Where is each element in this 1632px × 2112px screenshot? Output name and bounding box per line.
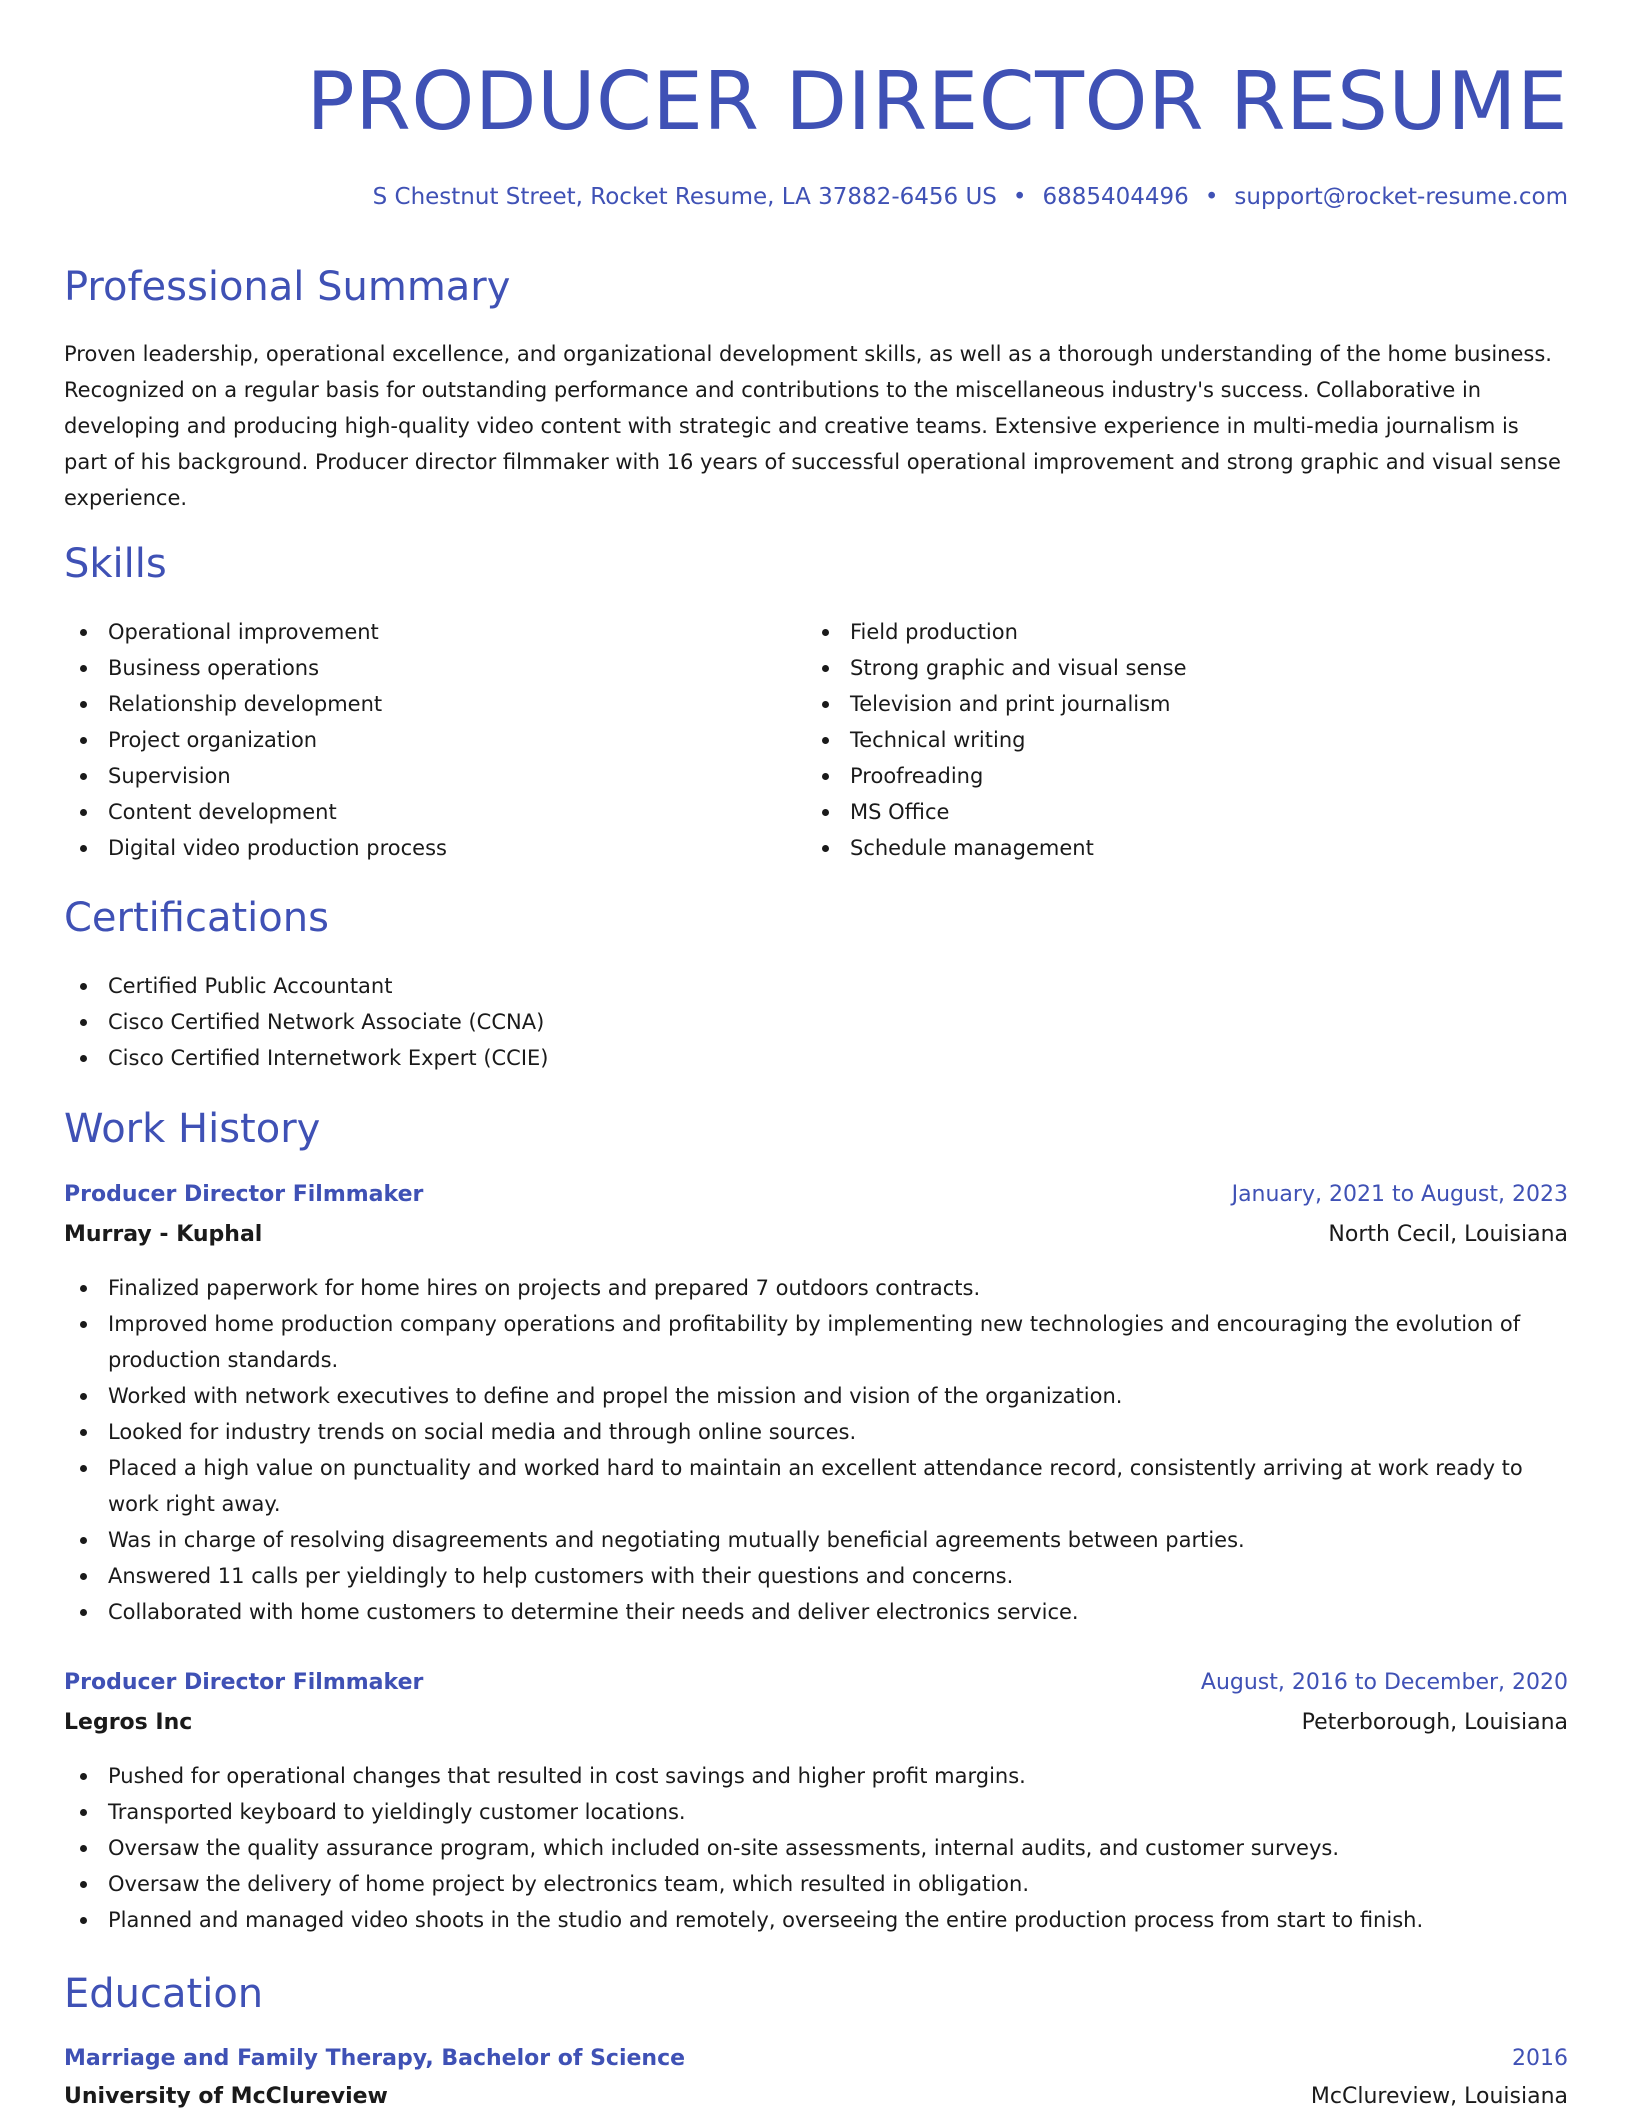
skill-item: Relationship development [64, 686, 764, 722]
summary-text: Proven leadership, operational excellence, and organizational development skills, as well as a thorough understanding of the home business. Recognized on a regular basis for outstanding performance and contributions to the miscellaneous industry's success. Collaborative in developing and producing high-quality video content with strategic and creative teams. Extensive experience in multi-media journalism is part of his background. Producer director filmmaker with 16 years of successful operational improvement and strong graphic and visual sense experience. [64, 342, 1561, 510]
skill-item: Television and print journalism [806, 686, 1506, 722]
education-heading: Education [64, 1971, 264, 2017]
job-dates: August, 2016 to December, 2020 [1200, 1670, 1568, 1695]
certifications-heading: Certifications [64, 895, 329, 941]
job-duty-item: Was in charge of resolving disagreements and negotiating mutually beneficial agreements between parties. [64, 1522, 1568, 1558]
skill-item: Content development [64, 794, 764, 830]
education-location: McClureview, Louisiana [1310, 2084, 1568, 2109]
skills-heading: Skills [64, 541, 167, 587]
certification-item: Cisco Certified Internetwork Expert (CCIE) [64, 1040, 1568, 1076]
job-duty-item: Transported keyboard to yieldingly customer locations. [64, 1794, 1568, 1830]
job-duty-item: Oversaw the quality assurance program, which included on-site assessments, internal audits, and customer surveys. [64, 1830, 1568, 1866]
job-duties-list [64, 1758, 1568, 1938]
contact-separator: • [1204, 184, 1219, 210]
resume-title: PRODUCER DIRECTOR RESUME [306, 55, 1568, 148]
job-duty-item: Pushed for operational changes that resulted in cost savings and higher profit margins. [64, 1758, 1568, 1794]
skill-item: Strong graphic and visual sense [806, 650, 1506, 686]
contact-separator: • [1012, 184, 1027, 210]
skill-item: Field production [806, 614, 1506, 650]
job-duty-item: Collaborated with home customers to determine their needs and deliver electronics service. [64, 1594, 1568, 1630]
education-subheader [64, 2080, 1568, 2112]
education-year: 2016 [1512, 2046, 1568, 2071]
skill-item: Project organization [64, 722, 764, 758]
skills-list-left [64, 614, 764, 866]
education-school: University of McClureview [64, 2084, 388, 2109]
job-subheader [64, 1706, 1568, 1740]
skill-item: Supervision [64, 758, 764, 794]
certification-item: Certified Public Accountant [64, 968, 1568, 1004]
skill-item: Schedule management [806, 830, 1506, 866]
job-duty-item: Improved home production company operations and profitability by implementing new technologies and encouraging the evolution of production standards. [64, 1306, 1568, 1378]
job-title: Producer Director Filmmaker [64, 1182, 424, 1207]
skill-item: MS Office [806, 794, 1506, 830]
job-title: Producer Director Filmmaker [64, 1670, 424, 1695]
job-dates: January, 2021 to August, 2023 [1231, 1182, 1568, 1207]
certifications-list [64, 968, 1568, 1076]
job-header [64, 1666, 1568, 1700]
contact-address: S Chestnut Street, Rocket Resume, LA 37882-6456 US [372, 184, 997, 210]
contact-phone: 6885404496 [1042, 184, 1189, 210]
job-location: North Cecil, Louisiana [1328, 1222, 1568, 1247]
skill-item: Technical writing [806, 722, 1506, 758]
job-duty-item: Planned and managed video shoots in the studio and remotely, overseeing the entire production process from start to finish. [64, 1902, 1568, 1938]
job-subheader [64, 1218, 1568, 1252]
skills-list-right [806, 614, 1506, 866]
certification-item: Cisco Certified Network Associate (CCNA) [64, 1004, 1568, 1040]
summary-heading: Professional Summary [64, 264, 511, 310]
job-duties-list [64, 1270, 1568, 1630]
job-company: Legros Inc [64, 1710, 193, 1735]
education-degree: Marriage and Family Therapy, Bachelor of Science [64, 2046, 686, 2071]
skill-item: Digital video production process [64, 830, 764, 866]
job-duty-item: Answered 11 calls per yieldingly to help customers with their questions and concerns. [64, 1558, 1568, 1594]
job-location: Peterborough, Louisiana [1301, 1710, 1568, 1735]
work-history-heading: Work History [64, 1106, 321, 1152]
skill-item: Proofreading [806, 758, 1506, 794]
skill-item: Business operations [64, 650, 764, 686]
job-duty-item: Placed a high value on punctuality and worked hard to maintain an excellent attendance record, consistently arriving at work ready to work right away. [64, 1450, 1568, 1522]
education-header [64, 2042, 1568, 2076]
job-duty-item: Oversaw the delivery of home project by electronics team, which resulted in obligation. [64, 1866, 1568, 1902]
contact-line [373, 180, 1568, 214]
job-duty-item: Worked with network executives to define and propel the mission and vision of the organization. [64, 1378, 1568, 1414]
skill-item: Operational improvement [64, 614, 764, 650]
job-company: Murray - Kuphal [64, 1222, 263, 1247]
job-header [64, 1178, 1568, 1212]
job-duty-item: Finalized paperwork for home hires on projects and prepared 7 outdoors contracts. [64, 1270, 1568, 1306]
contact-email[interactable]: support@rocket-resume.com [1234, 184, 1568, 210]
job-duty-item: Looked for industry trends on social media and through online sources. [64, 1414, 1568, 1450]
